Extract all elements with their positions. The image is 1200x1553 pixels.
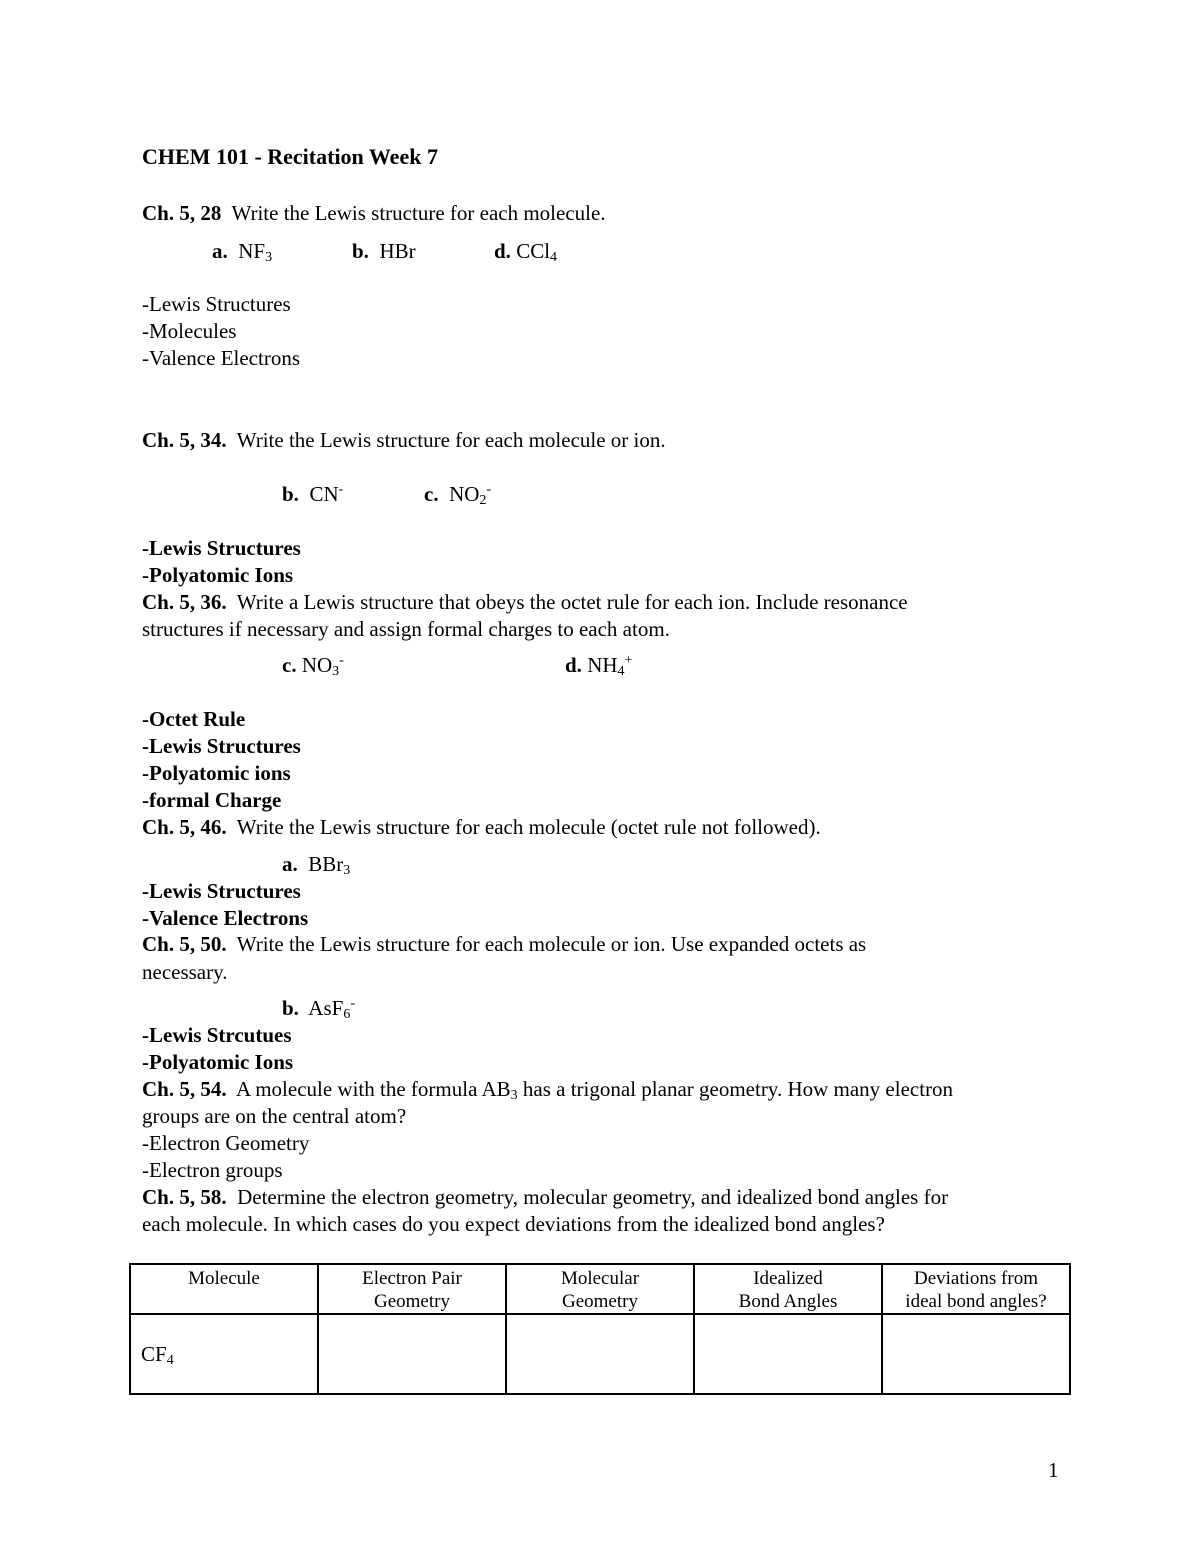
formula-subscript: 4 xyxy=(617,664,625,679)
formula-base: NO xyxy=(449,482,480,506)
topic-line: -Electron groups xyxy=(142,1158,283,1182)
question-text-continued: groups are on the central atom? xyxy=(142,1104,407,1128)
answer-cell xyxy=(694,1314,882,1394)
question-58 xyxy=(142,1184,948,1211)
topic-line: -Octet Rule xyxy=(142,707,246,731)
table-header-cell xyxy=(694,1264,882,1314)
topic-line: -Valence Electrons xyxy=(142,906,309,930)
formula-subscript: 4 xyxy=(550,250,558,265)
part-item xyxy=(352,238,416,265)
question-text: Write the Lewis structure for each molecule (octet rule not followed). xyxy=(236,815,821,839)
part-letter: c. xyxy=(282,653,297,677)
question-ref: Ch. 5, 50. xyxy=(142,932,227,956)
formula-base: CF xyxy=(141,1341,167,1366)
question-54 xyxy=(142,1076,953,1103)
part-item xyxy=(494,238,557,265)
header-line: Molecular xyxy=(560,1268,640,1289)
header-line: Deviations from xyxy=(913,1268,1038,1289)
part-letter: c. xyxy=(424,482,439,506)
topic-line: -Lewis Strcutues xyxy=(142,1023,292,1047)
geometry-table xyxy=(129,1263,1071,1395)
question-ref: Ch. 5, 46. xyxy=(142,815,227,839)
answer-cell xyxy=(318,1314,506,1394)
formula-subscript: 3 xyxy=(265,250,273,265)
topic-line: -Polyatomic Ions xyxy=(142,563,294,587)
part-letter: a. xyxy=(282,852,298,876)
question-text: Write the Lewis structure for each molecule or ion. xyxy=(236,428,666,452)
page-title: CHEM 101 - Recitation Week 7 xyxy=(142,144,438,169)
header-line: Bond Angles xyxy=(738,1291,838,1312)
table-header-cell xyxy=(130,1264,318,1314)
table-header-cell xyxy=(506,1264,694,1314)
question-ref: Ch. 5, 54. xyxy=(142,1077,227,1101)
question-ref: Ch. 5, 28 xyxy=(142,201,222,225)
answer-cell xyxy=(506,1314,694,1394)
part-letter: b. xyxy=(282,996,299,1020)
question-text-continued: necessary. xyxy=(142,960,228,984)
topic-line: -Lewis Structures xyxy=(142,879,301,903)
part-letter: b. xyxy=(352,239,369,263)
part-item xyxy=(282,652,344,679)
formula-subscript: 6 xyxy=(343,1007,351,1022)
topic-line: -Lewis Structures xyxy=(142,734,301,758)
part-letter: d. xyxy=(494,239,511,263)
part-item xyxy=(282,851,350,878)
question-text-continued: structures if necessary and assign formal charges to each atom. xyxy=(142,617,670,641)
question-50 xyxy=(142,931,866,958)
topic-line: -Molecules xyxy=(142,319,237,343)
header-line: Molecule xyxy=(188,1268,260,1289)
topic-line: -Polyatomic ions xyxy=(142,761,291,785)
part-letter: a. xyxy=(212,239,228,263)
formula-subscript: 3 xyxy=(343,863,351,878)
formula-superscript: + xyxy=(624,653,633,668)
question-text: Write the Lewis structure for each molecule. xyxy=(231,201,606,225)
question-ref: Ch. 5, 36. xyxy=(142,590,227,614)
formula-superscript: - xyxy=(350,996,355,1011)
formula-base: AsF xyxy=(308,996,344,1020)
part-letter: d. xyxy=(565,653,582,677)
formula-base: NF xyxy=(238,239,266,263)
answer-cell xyxy=(882,1314,1070,1394)
formula-subscript: 2 xyxy=(479,493,487,508)
header-line: Geometry xyxy=(374,1291,450,1312)
formula-superscript: - xyxy=(338,482,344,497)
table-header-cell xyxy=(882,1264,1070,1314)
formula-base: NO xyxy=(301,653,333,677)
formula-subscript: 4 xyxy=(166,1352,174,1368)
page-number: 1 xyxy=(1048,1458,1059,1482)
topic-line: -formal Charge xyxy=(142,788,282,812)
question-ref: Ch. 5, 58. xyxy=(142,1185,227,1209)
part-item xyxy=(424,481,491,508)
question-text: Determine the electron geometry, molecular geometry, and idealized bond angles for xyxy=(237,1185,949,1209)
topic-line: -Polyatomic Ions xyxy=(142,1050,294,1074)
question-34 xyxy=(142,427,666,454)
formula-base: HBr xyxy=(379,239,416,263)
header-line: Geometry xyxy=(562,1291,638,1312)
topic-line: -Valence Electrons xyxy=(142,346,301,370)
question-text: Write the Lewis structure for each molecule or ion. Use expanded octets as xyxy=(236,932,867,956)
question-28 xyxy=(142,200,606,227)
formula-base: BBr xyxy=(308,852,344,876)
topic-line: -Lewis Structures xyxy=(142,536,301,560)
formula-subscript: 3 xyxy=(510,1088,518,1103)
molecule-cell xyxy=(130,1314,318,1394)
part-item xyxy=(282,481,343,508)
question-ref: Ch. 5, 34. xyxy=(142,428,227,452)
formula-base: NH xyxy=(587,653,618,677)
question-text-continued: each molecule. In which cases do you expect deviations from the idealized bond angles? xyxy=(142,1212,885,1236)
table-header-cell xyxy=(318,1264,506,1314)
topic-line: -Electron Geometry xyxy=(142,1131,310,1155)
formula-superscript: - xyxy=(339,653,344,668)
question-text: A molecule with the formula AB xyxy=(235,1077,511,1101)
header-line: ideal bond angles? xyxy=(905,1291,1047,1312)
formula-subscript: 3 xyxy=(332,664,340,679)
table-row xyxy=(130,1314,1070,1394)
part-letter: b. xyxy=(282,482,299,506)
question-text: has a trigonal planar geometry. How many electron xyxy=(517,1077,954,1101)
header-line: Idealized xyxy=(753,1268,823,1289)
table-header-row xyxy=(130,1264,1070,1314)
header-line: Electron Pair xyxy=(362,1268,462,1289)
question-36 xyxy=(142,589,908,616)
part-item xyxy=(565,652,632,679)
formula-superscript: - xyxy=(486,482,492,497)
question-text: Write a Lewis structure that obeys the octet rule for each ion. Include resonance xyxy=(236,590,908,614)
topic-line: -Lewis Structures xyxy=(142,292,291,316)
formula-base: CN xyxy=(309,482,339,506)
part-item xyxy=(212,238,272,265)
question-46 xyxy=(142,814,821,841)
part-item xyxy=(282,995,355,1022)
formula-base: CCl xyxy=(516,239,551,263)
